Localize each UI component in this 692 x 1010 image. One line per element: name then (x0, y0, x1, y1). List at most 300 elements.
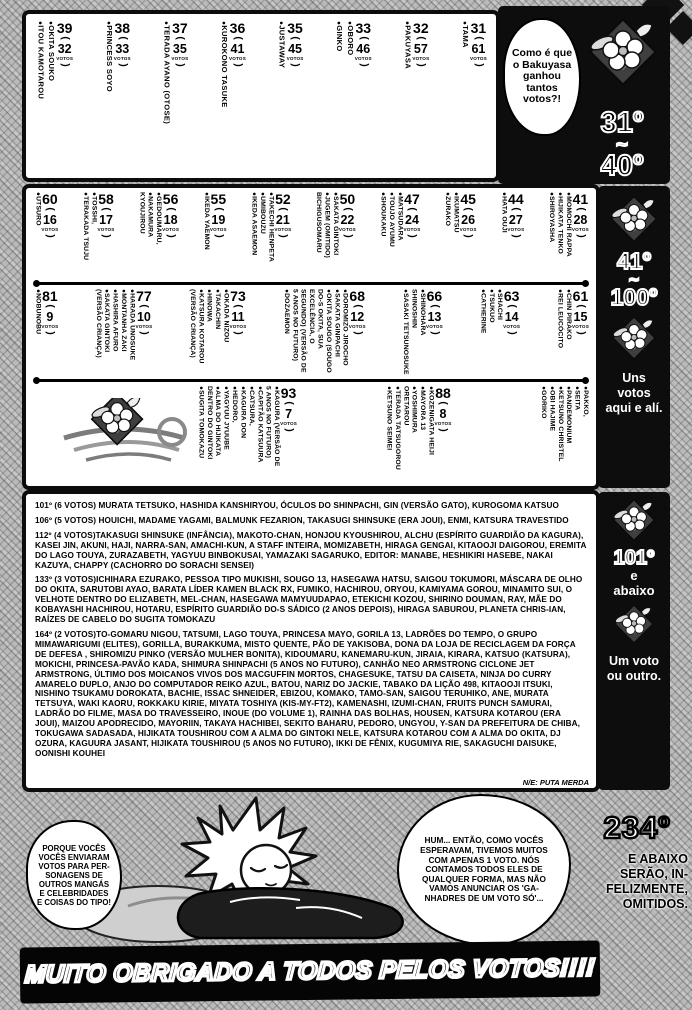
ranking-row (26, 14, 496, 178)
rank-number: 35 (287, 20, 303, 36)
ranking-entry (35, 21, 73, 99)
vote-count: 14 (504, 310, 519, 324)
range-from: 31º (600, 107, 644, 139)
bullet-icon: ● (565, 386, 573, 391)
speech-bubble-text: HUM... ENTÃO, COMO VOCÊS ESPERAVAM, TIVEMOS MUITOS COM APENAS 1 VOTO. NÓS CONTAMOS TODOS ELES DE QUALQUER FORMA, MAS NÃO VAMOS ANUNCIAR OS 'GA-NHADRES DE UM VOTO SÓ'... (420, 835, 548, 903)
ranking-text-group: 112º (4 VOTOS)TAKASUGI SHINSUKE (INFÂNCIA), MAKOTO-CHAN, HONJOU KYOUSHIROU, ALCHU (ESPÍRITO GUARDIÃO DA KAGURA), KASEI JIN, AKUNI, HAJI, NARRA-SAN, AMACHI-KUN, A STAFF INTEIRA, MOMIZABETH, HIRAGA GENGAI, KITAOOJI DAIGOROU, EREMITA DO LAGO TOUYA, ZURAZABETH, YAGYUU BINBOKUSAI, YAMAZAKI SAGARUKO, EDITOR: MANABE, HESHIKIRI HASEBE, NAKAI KAZUYA, CHAPPY (CACHORRO DO SORACHI SENSEI) (35, 530, 587, 570)
rank-votes (412, 21, 429, 68)
vote-count: 12 (350, 310, 365, 324)
character-name: ●IKEDA ASAEMON (250, 192, 258, 256)
rank-votes (403, 192, 420, 239)
rank-number: 38 (114, 20, 131, 36)
ranking-text-group: 164º (2 VOTOS)TO-GOMARU NIGOU, TATSUMI, LAGO TOUYA, PRINCESA MAYO, GORILA 13, LADRÕES DO TEMPO, O GRUPO MIMAWARIGUMI (ELITES), GORILLA, BURAKKUMA, MISTO QUENTE, PÃO DE YAKISOBA, DONA DA LOJA DE RECICLAGEM DA FORÇA DE DEFESA , SHIROMIZU PINKO (VERSÃO MULHER BONITA), KIDOUMARU, KANEMARU-KUN, JIRAIA, KIRARA, KATSUO (KATSURA), MOKICHI, PRINCESA-PAVÃO KADA, SHIMURA SHINPACHI (5 ANOS NO FUTURO), CANHÃO NEO ARMSTRONG CICLONE JET ARMSTRONG, ÚLTIMO DOS MOICANOS VIVOS DOS MACGUFFIN MORTOS, CHAGESUKE, TATSU DA CAISETA, NINJA DO CURRY AMARELO DUPLO, ANJO DO COMPUTADOR REIKO AZUL, BATOU, NARIZ DO JACKIE, TABAKO DA LIÇÃO 498, KITAOOJI ITSUKI, NISHINO TSUKAMU DOROKATA, BACHIE, ISSAC SHNEIDER, EBIZOU, KOMAKO, TAMO-SAN, SAIGOU TERUHIKO, ANE, MURATA TETSUYA, WAKI KAORU, ROKKAKU KIRIE, MIYATA TOSHIYA (KIS-MY-FT2), KAMENASHI, IZUMI-CHAN, FRUITS PUNCH SAMURAI, LADRÃO DO FILME, MASA DO TRAVESSEIRO, INOUE (DO VOLUME 1), RAINHA DAS BOLHAS, HOUSEN, KATSURA KOTAROU (ERA JOUI), MAIZOU APODRECIDO, MAYORIIN, TAKAYA HACHIBEI, SEKITO BAHARU, PEDORO, UNGYOU, Y-SAN DA PREFEITURA DE CHIBA, TOKUGAWA SADASADA, HIJIKATA TOUSHIROU COM A ALMA DO GINTOKI NELE, KATSURA KOTAROU COM A ALMA DO OKITA, DJ OZURA, KAGUURA JASANT, HIJIKATA TOUSHIROU (5 ANOS NO FUTURO), IKKI DE FÊNIX, KUGUMIYA RIE, SAKAGUCHI DAISUKE, OONISHI KOUHEI (35, 629, 581, 758)
rank-number: 77 (136, 288, 152, 304)
bullet-icon: ● (214, 386, 222, 391)
bullet-icon: ● (120, 289, 128, 294)
ranking-entry (93, 289, 152, 375)
range-tilde: ~ (616, 134, 628, 156)
vote-count: 10 (136, 310, 151, 324)
bullet-icon: ● (197, 386, 205, 391)
sidebar-rank-label: e (630, 568, 638, 583)
paren: ) (138, 331, 150, 335)
vote-count: 21 (275, 213, 290, 227)
bullet-icon: ● (427, 386, 435, 391)
ranking-entry (384, 386, 451, 472)
paren: ) (506, 331, 518, 335)
ranking-text-groups (35, 501, 587, 759)
character-name: ●CATHERINE (479, 289, 487, 334)
rank-votes (426, 289, 443, 336)
paren: ) (352, 331, 364, 335)
votes-unit: VOTOS (354, 56, 372, 61)
character-name: ●IKEDA YAEMON (202, 192, 210, 250)
character-name: ●TERAKADA TSUJU (82, 192, 90, 261)
bullet-icon: ● (202, 192, 210, 197)
paren: ) (59, 63, 71, 67)
rank-number: 56 (162, 191, 179, 207)
paren: ) (117, 63, 129, 67)
vote-count: 7 (285, 407, 293, 421)
range-tilde: ~ (629, 270, 639, 289)
vote-count: 24 (405, 213, 419, 227)
ranking-row (26, 285, 596, 379)
character-name: ●HEDORO, (231, 386, 239, 423)
rank-number: 93 (280, 385, 297, 401)
bullet-icon: ● (34, 192, 42, 197)
rank-number: 31 (470, 20, 487, 36)
range-from: 41º (617, 248, 651, 274)
vote-count: 22 (340, 213, 355, 227)
character-name: ●KATSURA KOTAROU (VERSÃO CRIANÇA) (188, 289, 205, 364)
paren: ( (277, 207, 289, 211)
ranking-entry (499, 192, 524, 239)
vote-count: 41 (230, 42, 245, 56)
ranking-entry (334, 21, 372, 68)
bullet-icon: ● (556, 289, 564, 294)
ranking-entry (459, 21, 487, 68)
paren: ) (473, 63, 485, 67)
character-name: ●SEITA (573, 386, 581, 411)
vote-count: 27 (508, 213, 523, 227)
paren: ( (438, 401, 450, 405)
rank-number: 81 (42, 288, 58, 304)
bullet-icon: ● (282, 289, 290, 294)
rank-votes (572, 192, 589, 239)
votes-unit: VOTOS (348, 324, 366, 329)
rank-range-label (611, 250, 658, 309)
character-name: ●SAKATA GINPACHI (333, 289, 341, 358)
character-name: ●JUSTAWAY (277, 21, 287, 69)
ranking-text-group: 101º (6 VOTOS) MURATA TETSUKO, HASHIDA KANSHIRYOU, ÓCULOS DO SHINPACHI, GIN (VERSÃO GATO), KUROGOMA KATSUO (35, 501, 559, 510)
paren: ( (44, 207, 56, 211)
ranking-entry (443, 192, 477, 239)
speech-bubble (397, 794, 571, 946)
character-name: ●REI LEUCÓCITO (556, 289, 564, 349)
ranking-entry (33, 192, 58, 239)
votes-unit: VOTOS (135, 324, 153, 329)
paren: ( (213, 207, 225, 211)
character-name: ●ITOU KAMOTAROU (36, 21, 46, 100)
paren: ( (510, 207, 522, 211)
character-illustration (70, 786, 415, 948)
paren: ( (283, 401, 295, 405)
speech-bubble-text: Como é que o Bakuyasa ganhou tantos votos?! (511, 47, 573, 106)
votes-unit: VOTOS (571, 227, 589, 232)
character-name: ●KAGURA DON (239, 386, 247, 439)
bullet-icon: ● (256, 386, 264, 391)
paren: ) (415, 63, 427, 67)
paren: ( (59, 36, 71, 40)
character-name: ●JUGEM (OMITIDO) BICHIGUSOMARU (315, 192, 331, 258)
wave-flower-decoration (54, 398, 204, 470)
bullet-icon: ● (219, 21, 227, 26)
character-name: ●MONTANHA ZAKI (120, 289, 128, 352)
bullet-icon: ● (548, 386, 556, 391)
character-name: ●UTSURO (34, 192, 42, 226)
character-name: ●NAKAMURA KYOUJIROU (138, 192, 154, 238)
paren: ( (342, 207, 354, 211)
bullet-icon: ● (396, 192, 404, 197)
bullet-icon: ● (247, 386, 255, 391)
rank-votes (171, 21, 188, 68)
votes-unit: VOTOS (97, 227, 115, 232)
vote-count: 16 (42, 213, 57, 227)
bullet-icon: ● (385, 386, 393, 391)
character-name: ●SHINOHARA SHINOSHIN (410, 289, 426, 336)
rank-votes (274, 192, 291, 239)
votes-unit: VOTOS (503, 324, 521, 329)
character-name: ●SHIROYASHA (548, 192, 556, 243)
character-name: ●GINKO (335, 21, 345, 52)
flower-icon (604, 492, 664, 548)
bullet-icon: ● (222, 386, 230, 391)
rank-votes (507, 192, 524, 239)
bullet-icon: ● (500, 192, 508, 197)
bullet-icon: ● (324, 289, 332, 294)
paren: ) (165, 234, 177, 238)
bullet-icon: ● (267, 192, 275, 197)
character-name: ●HARADA UNOSUKE (128, 289, 136, 361)
paren: ( (44, 304, 56, 308)
paren: ) (290, 63, 302, 67)
paren: ( (463, 207, 475, 211)
character-name: ●OBORO (345, 21, 355, 56)
rank-votes (162, 192, 179, 239)
rank-number: 50 (339, 191, 356, 207)
bullet-icon: ● (155, 192, 163, 197)
rank-number: 61 (572, 288, 589, 304)
speech-bubble (503, 18, 581, 136)
bullet-icon: ● (345, 21, 353, 26)
rank-votes (210, 192, 227, 239)
vote-count: 61 (471, 42, 486, 56)
rank-number: 36 (229, 20, 246, 36)
separator-dot (582, 280, 589, 287)
paren: ( (406, 207, 418, 211)
rank-votes (280, 386, 297, 433)
character-name: ●OBI HAJIME (548, 386, 556, 432)
bullet-icon: ● (564, 289, 572, 294)
bullet-icon: ● (452, 192, 460, 197)
vote-count: 8 (439, 407, 447, 421)
ranking-entry (378, 192, 420, 247)
bullet-icon: ● (556, 192, 564, 197)
rank-votes (229, 21, 246, 68)
character-name: ●PAKKO, (582, 386, 589, 417)
votes-unit: VOTOS (403, 227, 421, 232)
bullet-icon: ● (111, 289, 119, 294)
rank-votes (349, 289, 366, 336)
bullet-icon: ● (36, 21, 44, 26)
sidebar-caption: Uns votos aqui e alí. (605, 371, 663, 415)
paren: ) (463, 234, 475, 238)
character-name: ●TSUKUO (487, 289, 495, 323)
bullet-icon: ● (331, 192, 339, 197)
ranking-entry (196, 386, 297, 472)
bullet-icon: ● (418, 289, 426, 294)
character-name: ●SHACHI (496, 289, 504, 321)
ranking-row (26, 188, 596, 282)
rank-votes (435, 386, 452, 433)
paren: ( (101, 207, 113, 211)
bullet-icon: ● (250, 192, 258, 197)
paren: ) (406, 234, 418, 238)
bullet-icon: ● (335, 21, 343, 26)
rank-number: 66 (426, 288, 443, 304)
rank-number: 47 (404, 191, 420, 207)
rank-number: 33 (355, 20, 372, 36)
vote-count: 33 (115, 42, 130, 56)
character-name: ●MAYORA 13 (419, 386, 427, 431)
vote-count: 45 (288, 42, 303, 56)
bullet-icon: ● (197, 289, 205, 294)
paren: ( (117, 36, 129, 40)
character-name: ●YOSHIMURA ORETAROU (402, 386, 418, 433)
paren: ) (232, 63, 244, 67)
bullet-icon: ● (582, 386, 589, 391)
rank-number: 60 (42, 191, 58, 207)
votes-unit: VOTOS (274, 227, 292, 232)
paren: ) (438, 428, 450, 432)
rank-votes (287, 21, 304, 68)
ranking-entry (187, 289, 246, 375)
character-name: ●ALMA DO HIJIKATA DENTRO DO GINTOKI (205, 386, 222, 460)
ranking-entry (547, 192, 589, 257)
character-name: ●UMIBOUZU (258, 192, 266, 234)
vote-count: 9 (46, 310, 54, 324)
paren: ) (510, 234, 522, 238)
ranking-entry (478, 289, 520, 336)
character-name: ●TAMA (460, 21, 470, 48)
bullet-icon: ● (34, 289, 42, 294)
character-name: ●PRINCESS SOYO (104, 21, 114, 93)
bullet-icon: ● (231, 386, 239, 391)
bullet-icon: ● (444, 192, 452, 197)
paren: ) (575, 234, 587, 238)
bullet-icon: ● (564, 192, 572, 197)
character-name: ●OKITA SOUGO (SOUGO DO-S OKITA, SUA EXCELÊNCIA, O SEGUNDO) (VERSÃO DE 5 ANOS NO FUTURO) (291, 289, 332, 373)
paren: ) (44, 234, 56, 238)
ranking-entry (281, 289, 365, 375)
character-name: ●CAPITÃO KATSUURA (256, 386, 264, 463)
vote-count: 35 (172, 42, 187, 56)
character-name: ●HIJIKATA TENKO (556, 192, 564, 254)
rank-234-note: E ABAIXO SERÃO, IN-FELIZMENTE, OMITIDOS. (606, 852, 688, 911)
speech-bubble-text: PORQUE VOCÊS VOCÊS ENVIARAM VOTOS PARA PER-SONAGENS DE OUTROS MANGÁS E CELEBRIDADES E COISAS DO TIPO! (36, 843, 112, 907)
votes-unit: VOTOS (41, 324, 59, 329)
votes-unit: VOTOS (171, 56, 189, 61)
paren: ) (429, 331, 441, 335)
bullet-icon: ● (277, 21, 285, 26)
ranking-entry (103, 21, 131, 92)
rank-votes (114, 21, 131, 68)
votes-unit: VOTOS (412, 56, 430, 61)
bullet-icon: ● (162, 21, 170, 26)
bullet-icon: ● (323, 192, 331, 197)
paren: ( (473, 36, 485, 40)
bullet-icon: ● (496, 289, 504, 294)
bullet-icon: ● (548, 192, 556, 197)
character-name: ●CATSURA, (247, 386, 255, 426)
votes-unit: VOTOS (425, 324, 443, 329)
bullet-icon: ● (410, 386, 418, 391)
bullet-icon: ● (104, 21, 112, 26)
ranking-entry (137, 192, 179, 278)
paren: ( (232, 36, 244, 40)
bullet-icon: ● (393, 386, 401, 391)
vote-count: 57 (413, 42, 428, 56)
flower-icon (606, 598, 662, 650)
character-name: ●SASAKI TETSUNOSUKE (402, 289, 410, 375)
paren: ( (232, 304, 244, 308)
votes-unit: VOTOS (56, 56, 74, 61)
votes-unit: VOTOS (209, 227, 227, 232)
character-name: ●SUGITA TOMOKAZU (197, 386, 205, 459)
paren: ) (277, 234, 289, 238)
rank-votes (470, 21, 487, 68)
character-name: ●TAKACHIN (214, 289, 222, 330)
character-name: ●PAKUYASA (403, 21, 413, 69)
separator-dot (33, 280, 40, 287)
ranking-row (26, 382, 596, 476)
character-name: ●MATSUDARA (396, 192, 404, 241)
ranking-entry (555, 289, 589, 348)
bullet-icon: ● (146, 192, 154, 197)
votes-unit: VOTOS (41, 227, 59, 232)
character-name: ●KETSUNO SEIMEI (385, 386, 393, 451)
paren: ( (429, 304, 441, 308)
paren: ( (138, 304, 150, 308)
vote-count: 46 (356, 42, 371, 56)
bullet-icon: ● (539, 386, 547, 391)
ranking-entry (401, 289, 443, 375)
paren: ) (174, 63, 186, 67)
bullet-icon: ● (333, 289, 341, 294)
rank-range-label (580, 107, 664, 182)
character-name: ●GEDOUMARU, (155, 192, 163, 245)
character-name: ●NOBUNOBU (34, 289, 42, 335)
bullet-icon: ● (479, 289, 487, 294)
character-name: ●TOUJO AYUMU (388, 192, 396, 247)
sidebar-rank-label: 101º (613, 547, 655, 569)
sidebar-caption: Um voto ou outro. (606, 654, 662, 683)
range-to: 100º (610, 284, 658, 310)
rank-votes (339, 192, 356, 239)
bullet-icon: ● (402, 289, 410, 294)
ranking-entry (249, 192, 291, 262)
ranking-text-group: 133º (3 VOTOS)ICHIHARA EZURAKO, PESSOA TIPO MUKISHI, SOUGO 13, HASEGAWA HATSU, SAIGOU TOKUMORI, MÁSCARA DE OLHO DO OKITA, SARUTOBI AYAO, BARATA LÍDER KAMEN BLACK RX, FUMIKO, HACHIROU, ORYOU, KAMIYAMA GOROU, MINAMITO SUI, O VELHOTE DENTRO DO ELIZABETH, MEL-CHAN, HASEGAWA MAMYUUDAPAO, ETEKICHI KOZOU, SHIRINO DOUMAN, RAY, MÃE DO KOBAYASHI HACHIROU, HOTARU, ESPÍRITO GUARDIÃO DO-S SÁDICO (2 ANOS DEPOIS), HIRAGA SABUROU, PLANETA CHRIS-IAN, RAÍZES DE CABELO DO SUGITA TOMOKAZU (35, 575, 583, 625)
paren: ) (283, 428, 295, 432)
character-name: ●DOROMIZO JIROCHO (341, 289, 349, 366)
ranking-entry (33, 289, 58, 336)
rank-number: 37 (172, 20, 188, 36)
character-name: ●YAGYUU JYUUBE (222, 386, 230, 450)
rank-number: 88 (435, 385, 451, 401)
rank-votes (41, 289, 58, 336)
bullet-icon: ● (419, 386, 427, 391)
paren: ( (506, 304, 518, 308)
bullet-icon: ● (573, 386, 581, 391)
votes-unit: VOTOS (434, 421, 452, 426)
vote-count: 13 (427, 310, 442, 324)
votes-unit: VOTOS (162, 227, 180, 232)
top-sidebar (498, 6, 670, 184)
thanks-banner (20, 940, 601, 1003)
character-name: ●PANDEMONIUM (565, 386, 573, 444)
character-name: ●CHIN PIRAKO (564, 289, 572, 340)
flower-icon (578, 6, 668, 98)
character-name: ●KETSUNO CHRISTEL (556, 386, 564, 462)
votes-unit: VOTOS (469, 56, 487, 61)
vote-count: 19 (211, 213, 226, 227)
rank-votes (135, 289, 152, 336)
bullet-icon: ● (403, 21, 411, 26)
ranking-entry (276, 21, 304, 68)
mid-sidebar (598, 186, 670, 488)
rank-number: 45 (460, 191, 476, 207)
paren: ) (232, 331, 244, 335)
rank-votes (572, 289, 589, 336)
vote-count: 17 (99, 213, 113, 227)
rank-number: 52 (275, 191, 291, 207)
votes-unit: VOTOS (338, 227, 356, 232)
character-name: ●HASHIRA AFURO (111, 289, 119, 352)
ranking-entry (81, 192, 115, 260)
paren: ) (358, 63, 370, 67)
ranking-panel-31-40 (22, 10, 500, 182)
ranking-entry (218, 21, 246, 108)
ranking-text-group: 106º (5 VOTOS) HOUICHI, MADAME YAGAMI, BALMUNK FEZARION, TAKASUGI SHINSUKE (ERA JOUI), ENMI, KATSURA TRAVESTIDO (35, 515, 569, 525)
rank-votes (41, 192, 58, 239)
bullet-icon: ● (379, 192, 387, 197)
votes-unit: VOTOS (571, 324, 589, 329)
paren: ( (415, 36, 427, 40)
rank-number: 55 (210, 191, 227, 207)
bullet-icon: ● (273, 386, 281, 391)
row-separator (35, 282, 587, 285)
bullet-icon: ● (214, 289, 222, 294)
paren: ( (358, 36, 370, 40)
votes-unit: VOTOS (229, 324, 247, 329)
rank-number: 63 (503, 288, 520, 304)
rank-votes (503, 289, 520, 336)
flower-icon (604, 309, 664, 367)
thanks-banner-text: MUITO OBRIGADO A TODOS PELOS VOTOS!!!! (24, 954, 596, 989)
character-name: ●HATA OUJI (500, 192, 508, 233)
bullet-icon: ● (239, 386, 247, 391)
character-name: ●OKADA NIZOU (222, 289, 230, 343)
bullet-icon: ● (341, 289, 349, 294)
